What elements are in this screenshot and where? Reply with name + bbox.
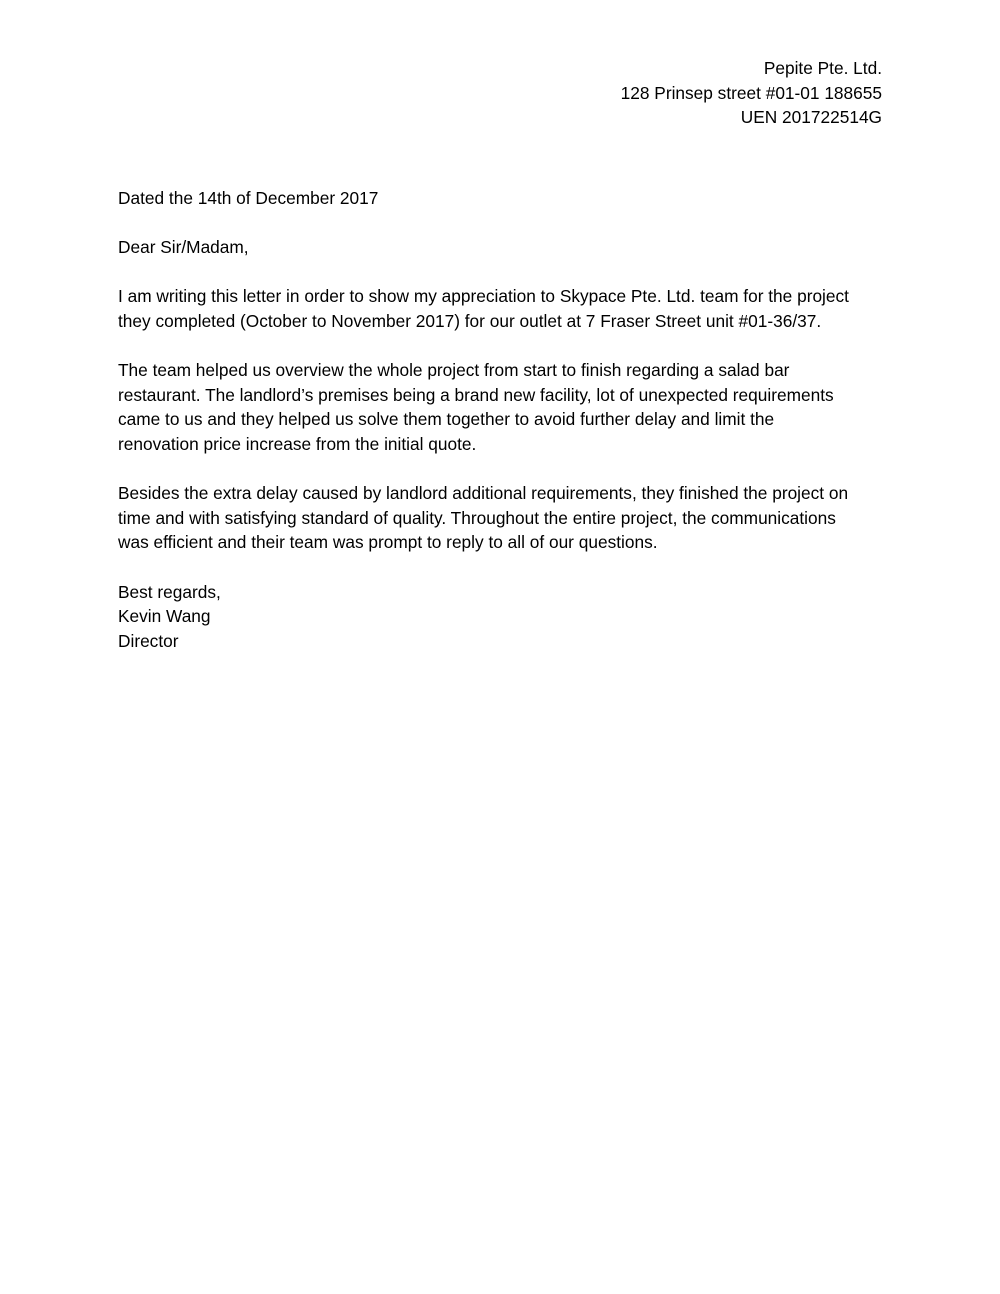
sender-uen: UEN 201722514G (740, 107, 882, 128)
closing-text: Best regards, (118, 581, 221, 602)
paragraph-line: renovation price increase from the initial quote. (118, 433, 477, 454)
letter-paragraph-3 (118, 481, 888, 555)
sender-company-name: Pepite Pte. Ltd. (763, 58, 882, 78)
paragraph-line: Besides the extra delay caused by landlord additional requirements, they finished the project on (118, 483, 849, 504)
letter-signoff (118, 580, 888, 654)
letter-date: Dated the 14th of December 2017 (118, 188, 379, 208)
paragraph-line: I am writing this letter in order to show my appreciation to Skypace Pte. Ltd. team for the project (118, 286, 849, 307)
letter-paragraph-2 (118, 358, 888, 456)
letter-body (118, 186, 888, 678)
signatory-name: Kevin Wang (118, 606, 211, 627)
paragraph-line: was efficient and their team was prompt to reply to all of our questions. (118, 532, 658, 553)
paragraph-line: came to us and they helped us solve them together to avoid further delay and limit the (118, 409, 775, 430)
letter-paragraph-1 (118, 284, 888, 333)
signatory-title: Director (118, 630, 179, 651)
paragraph-line: restaurant. The landlord’s premises being a brand new facility, lot of unexpected requirements (118, 384, 834, 405)
sender-address-block (621, 56, 882, 130)
letter-salutation: Dear Sir/Madam, (118, 237, 249, 258)
paragraph-line: time and with satisfying standard of quality. Throughout the entire project, the communications (118, 507, 836, 528)
sender-street-address: 128 Prinsep street #01-01 188655 (620, 82, 882, 103)
paragraph-line: The team helped us overview the whole project from start to finish regarding a salad bar (118, 360, 790, 381)
paragraph-line: they completed (October to November 2017) for our outlet at 7 Fraser Street unit #01-36/37. (118, 310, 822, 331)
